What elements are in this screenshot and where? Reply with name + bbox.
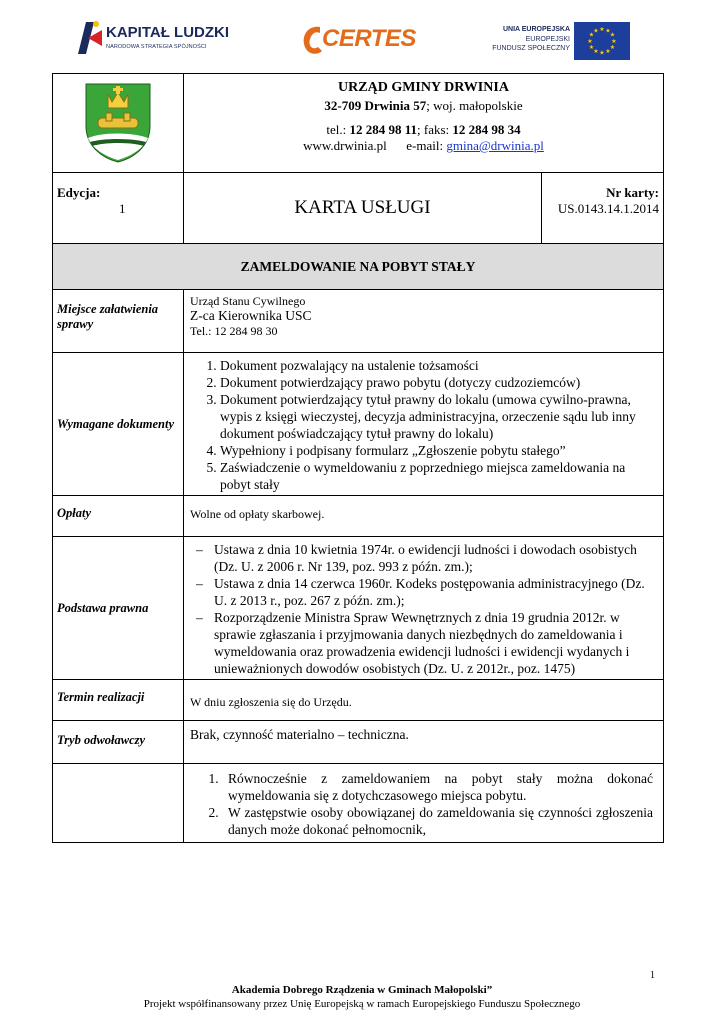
legal-label: Podstawa prawna: [53, 537, 184, 680]
doc-item: 4. Wypełniony i podpisany formularz „Zgłoszenie pobytu stałego”: [220, 442, 657, 459]
service-card-table: [52, 73, 664, 843]
kapital-ludzki-logo: [74, 16, 230, 60]
kapital-ludzki-subtitle: NARODOWA STRATEGIA SPÓJNOŚCI: [106, 44, 207, 50]
svg-text:★: ★: [587, 38, 593, 45]
doc-item: 3. Dokument potwierdzający tytuł prawny do lokalu (umowa cywilno-prawna, wypis z księgi wieczystej, decyzja administracyjna, orzeczenie sądu lub inny dokument poświadczający tytuł prawny do lokalu): [220, 391, 657, 442]
svg-text:★: ★: [593, 48, 599, 55]
office-name: URZĄD GMINY DRWINIA: [338, 80, 509, 95]
fees-label: Opłaty: [53, 496, 184, 537]
footer-project: Projekt współfinansowany przez Unię Europejską w ramach Europejskiego Funduszu Społecznego: [143, 998, 581, 1010]
notes-list: [184, 764, 664, 843]
card-title: KARTA USŁUGI: [294, 197, 431, 218]
place-label: Miejsce załatwienia sprawy: [53, 290, 184, 353]
svg-text:★: ★: [593, 27, 599, 35]
office-phone: tel.: 12 284 98 11; faks: 12 284 98 34: [326, 122, 521, 137]
office-header: [184, 74, 664, 173]
doc-item: 2. Dokument potwierdzający prawo pobytu (dotyczy cudzoziemców): [220, 374, 657, 391]
card-number-cell: [542, 173, 664, 244]
legal-list: [184, 537, 664, 680]
svg-text:★: ★: [605, 27, 611, 35]
legal-item: – Ustawa z dnia 14 czerwca 1960r. Kodeks postępowania administracyjnego (Dz. U. z 2013 r., poz. 267 z późn. zm.);: [190, 575, 657, 609]
svg-text:★: ★: [599, 26, 605, 33]
card-title-cell: [184, 173, 542, 244]
eu-line3: FUNDUSZ SPOŁECZNY: [492, 45, 570, 52]
eu-line1: UNIA EUROPEJSKA: [502, 26, 570, 33]
edition-label: Edycja:: [57, 185, 101, 200]
certes-icon: [300, 23, 324, 57]
edition-cell: [53, 173, 184, 244]
notes-label-cell: [53, 764, 184, 843]
place-value: Urząd Stanu Cywilnego Z-ca Kierownika USC Tel.: 12 284 98 30: [184, 290, 664, 353]
edition-value: 1: [119, 201, 126, 216]
kapital-ludzki-title: KAPITAŁ LUDZKI: [106, 24, 230, 41]
svg-text:★: ★: [609, 44, 616, 51]
eu-logo: [476, 12, 636, 62]
legal-item: – Rozporządzenie Ministra Spraw Wewnętrznych z dnia 19 grudnia 2012r. w sprawie zgłaszania i przyjmowania danych niezbędnych do zameldowania i wymeldowania oraz prowadzenia ewidencji ludności i ewidencji wydanych i unieważnionych dowodów osobistych (Dz. U. z 2012r., poz. 1475): [190, 609, 657, 677]
kapital-ludzki-icon: [74, 18, 104, 58]
note-item: 2. W zastępstwie osoby obowiązanej do zameldowania się czynności zgłoszenia danych może dokonać pełnomocnik,: [222, 804, 653, 838]
docs-label: Wymagane dokumenty: [53, 353, 184, 496]
term-value: W dniu zgłoszenia się do Urzędu.: [184, 680, 664, 721]
footer-academy: Akademia Dobrego Rządzenia w Gminach Małopolski”: [231, 984, 493, 996]
svg-text:★: ★: [609, 31, 616, 39]
docs-list: [184, 353, 664, 496]
card-number: US.0143.14.1.2014: [557, 201, 659, 216]
email-link[interactable]: gmina@drwinia.pl: [446, 138, 544, 153]
service-title-cell: [53, 244, 664, 290]
note-item: 1. Równocześnie z zameldowaniem na pobyt stały można dokonać wymeldowania się z dotychczasowego miejsca pobytu.: [222, 770, 653, 804]
svg-text:★: ★: [599, 49, 605, 57]
doc-item: 5. Zaświadczenie o wymeldowaniu z poprzedniego miejsca zameldowania na pobyt stały: [220, 459, 657, 493]
coat-of-arms-icon: [82, 80, 154, 164]
svg-text:★: ★: [588, 44, 595, 51]
office-web: www.drwinia.pl e-mail: gmina@drwinia.pl: [303, 138, 544, 153]
card-number-label: Nr karty:: [606, 185, 659, 200]
appeal-value: Brak, czynność materialno – techniczna.: [184, 721, 664, 764]
svg-text:★: ★: [611, 38, 617, 45]
eu-line2: EUROPEJSKI: [525, 36, 570, 43]
certes-logo: [300, 22, 416, 58]
appeal-label: Tryb odwoławczy: [53, 721, 184, 764]
term-label: Termin realizacji: [53, 680, 184, 721]
legal-item: – Ustawa z dnia 10 kwietnia 1974r. o ewidencji ludności i dowodach osobistych (Dz. U. z 2006 r. Nr 139, poz. 993 z późn. zm.);: [190, 541, 657, 575]
coat-of-arms-cell: [53, 74, 184, 173]
eu-flag-icon: [574, 22, 630, 60]
svg-text:★: ★: [605, 48, 611, 55]
doc-item: 1. Dokument pozwalający na ustalenie tożsamości: [220, 357, 657, 374]
service-title: ZAMELDOWANIE NA POBYT STAŁY: [240, 258, 476, 274]
page-number: 1: [650, 970, 655, 981]
svg-text:★: ★: [588, 31, 595, 39]
fees-value: Wolne od opłaty skarbowej.: [184, 496, 664, 537]
office-address: 32-709 Drwinia 57; woj. małopolskie: [324, 98, 523, 113]
certes-text: CERTES: [322, 25, 416, 52]
